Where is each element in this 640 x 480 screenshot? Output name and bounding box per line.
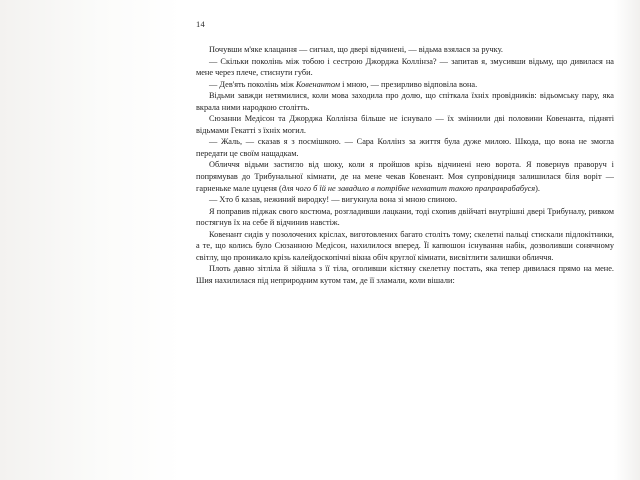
paragraph: — Скільки поколінь між тобою і сестрою Джорджа Коллінза? — запитав я, змусивши відьму, що дивилася на мене через плече, стиснути губи. [196, 56, 614, 78]
page-number: 14 [196, 19, 205, 29]
body-text [196, 44, 614, 286]
text-column [196, 18, 614, 286]
paragraph: — Хто б казав, нежиний виродку! — вигукнула вона зі мною спиною. [209, 195, 458, 205]
paragraph: Плоть давно зітліла й зійшла з її тіла, оголивши кістяну скелетну постать, яка тепер дивилася прямо на мене. Шия нахилилася під неприродним кутом там, де її зламали, коли вішали: [196, 264, 614, 285]
paragraph: Відьми завжди нетямилися, коли мова заходила про долю, що спіткала їхніх провідників: відьомську пару, яка вкрала ними народкою столітть. [196, 91, 614, 112]
paragraph: Ковенант сидів у позолочених кріслах, виготовлених багато століть тому; скелетні пальці стискали підлокітники, а те, що колись було Сюзанною Медісон, нахилилося вперед. Її капюшон існування набік, дозволивши сонячному світлу, що проникало крізь калейдоскопічні вікна обіч круглої кімнати, висвітлити залишки обличчя. [196, 229, 614, 262]
paragraph: Почувши м'яке клацання — сигнал, що двері відчинені, — відьма взялася за ручку. [209, 45, 503, 54]
paragraph: — Жаль, — сказав я з посмішкою. — Сара Коллінз за життя була дуже милою. Шкода, що вона не змогла передати це своїм нащадкам. [196, 137, 614, 158]
paragraph: Я поправив піджак свого костюма, розгладивши лацкани, тоді схопив двійчаті внутрішні двері Трибуналу, ривком постягнув їх на себе й відчинив навстіж. [196, 206, 614, 228]
paragraph: Обличчя відьми застигло від шоку, коли я пройшов крізь відчинені нею ворота. Я повернув праворуч і попрямував до Трибунальної кімнати, де на мене чекав Ковенант. Моя супровідниця залишилася біля воріт — гарненьке мале цуценя (для чого б їй не завадило в потрібне нехватит такою праправрабабуся). [196, 160, 614, 193]
paragraph: — Дев'ять поколінь між Ковенантом і мною, — презирливо відповіла вона. [209, 79, 478, 89]
paragraph: Сюзанни Медісон та Джорджа Коллінза більше не існувало — їх зміниили дві половини Ковенанта, підняті відьмами Гекатті з їхніх могил. [196, 114, 614, 135]
